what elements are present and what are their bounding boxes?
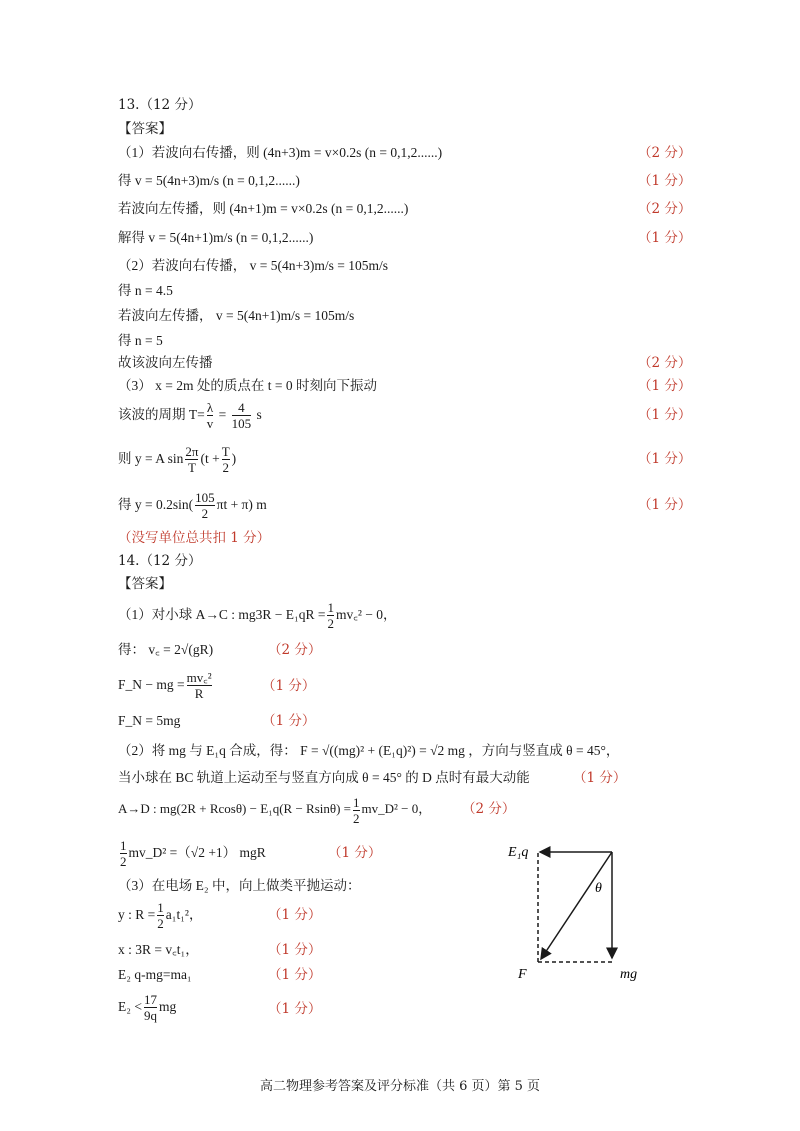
q14-line-11: x : 3R = v꜀t₁，: [118, 942, 199, 957]
q14-score-13: （1 分）: [268, 1001, 322, 1017]
q13-period-prefix: 该波的周期 T=: [118, 407, 205, 422]
q13-eq2-end: πt + π) m: [216, 497, 267, 512]
q14-line-8: [118, 836, 266, 870]
q13-line-3: 若波向左传播，则 (4n+1)m = v×0.2s (n = 0,1,2......): [118, 201, 409, 216]
q13-eq1-frac: [185, 444, 198, 475]
force-diagram: [500, 832, 660, 992]
frac-den: 105: [231, 416, 252, 432]
q13-eq2: 得 y = 0.2sin( $\frac{105}{2}$ πt + π) m: [118, 490, 267, 522]
q14-line-10: [118, 898, 202, 932]
q14-header: 14.（12 分）: [118, 553, 202, 569]
q14-line-9: （3）在电场 E₂ 中，向上做类平抛运动：: [118, 878, 361, 893]
frac-num: mv꜀²: [186, 670, 212, 686]
label-mg: mg: [620, 967, 638, 982]
q13-score-10: （1 分）: [638, 378, 692, 394]
q13-eq1-score: （1 分）: [638, 451, 692, 467]
q14-l3-frac: [187, 670, 212, 701]
q13-period-frac-l: [207, 400, 214, 431]
q13-score-2: （1 分）: [638, 173, 692, 189]
label-f: F: [518, 967, 527, 982]
q13-eq2-frac: [195, 490, 215, 521]
q14-l7-text: A→D : mg(2R + Rcosθ) − E₁q(R − Rsinθ) =: [118, 801, 352, 816]
q14-line-4: F_N = 5mg: [118, 713, 181, 728]
label-theta: θ: [595, 881, 602, 896]
q13-line-4: 解得 v = 5(4n+1)m/s (n = 0,1,2......): [118, 230, 314, 245]
q13-note: （没写单位总共扣 1 分）: [118, 530, 271, 546]
q14-l8-frac: [120, 838, 127, 869]
q13-header: 13.（12 分）: [118, 97, 202, 113]
q13-score-3: （2 分）: [638, 201, 692, 217]
page-footer: 高二物理参考答案及评分标准（共 6 页）第 5 页: [259, 1079, 541, 1094]
q14-line-1: [118, 598, 397, 632]
q13-period-frac-r: [232, 400, 252, 431]
q14-l1-frac: [327, 600, 334, 631]
q14-l1-text: （1）对小球 A→C : mg3R − E₁qR =: [118, 607, 326, 622]
q13-score-4: （1 分）: [638, 230, 692, 246]
q13-line-7: 若波向左传播， v = 5(4n+1)m/s = 105m/s: [118, 308, 355, 323]
label-e1q: E₁q: [508, 845, 529, 860]
q14-line-12: E₂ q-mg=ma₁: [118, 967, 192, 982]
q14-l7-frac: [353, 795, 360, 826]
frac-den: 2: [222, 460, 229, 476]
q14-line-3: [118, 668, 214, 702]
q13-period-line: 该波的周期 T= $\frac{\lambda}{v}$ = $\frac{4}{105}$ s: [118, 400, 262, 432]
resultant-f-arrow: [541, 852, 612, 959]
q13-answer-tag: 【答案】: [118, 121, 172, 137]
q13-line-1: （1）若波向右传播，则 (4n+3)m = v×0.2s (n = 0,1,2......): [118, 145, 443, 160]
q14-score-8: （1 分）: [328, 845, 382, 861]
q13-period-score: （1 分）: [638, 407, 692, 423]
q13-line-2: 得 v = 5(4n+3)m/s (n = 0,1,2......): [118, 173, 300, 188]
q14-line-7: [118, 792, 431, 826]
q14-l8-text: mv_D² =（√2 +1） mgR: [128, 845, 266, 860]
frac-den: v: [206, 416, 214, 432]
frac-den: 9q: [143, 1008, 157, 1024]
q14-l3-text: F_N − mg =: [118, 677, 185, 692]
q14-line-2: 得： v꜀ = 2√(gR): [118, 642, 214, 657]
q13-line-6: 得 n = 4.5: [118, 283, 173, 298]
q14-score-4: （1 分）: [262, 713, 316, 729]
frac-num: T: [221, 444, 230, 460]
frac-num: λ: [206, 400, 214, 416]
q14-l10-end: a₁t₁²，: [165, 907, 203, 922]
q14-l10-frac: [157, 900, 164, 931]
frac-den: 2: [120, 854, 127, 870]
frac-num: 1: [353, 794, 360, 810]
q14-score-6: （1 分）: [573, 770, 627, 786]
q13-line-5: （2）若波向右传播， v = 5(4n+3)m/s = 105m/s: [118, 258, 388, 273]
q14-score-2: （2 分）: [268, 642, 322, 658]
frac-den: T: [185, 459, 198, 475]
q14-l13-end: mg: [158, 999, 177, 1014]
q14-score-12: （1 分）: [268, 967, 322, 983]
frac-num: 1: [120, 838, 127, 854]
q14-line-5: （2）将 mg 与 E₁q 合成，得： F = √((mg)² + (E₁q)²) = √2 mg ，方向与竖直成 θ = 45°，: [118, 743, 620, 758]
q14-score-7: （2 分）: [462, 801, 516, 817]
q14-l1-end: mv꜀² − 0，: [335, 607, 397, 622]
q14-line-13: [118, 990, 176, 1024]
frac-num: 1: [327, 600, 334, 616]
frac-den: 2: [157, 916, 164, 932]
q13-eq1-prefix: 则 y = A sin: [118, 451, 184, 466]
q14-l13-text: E₂ <: [118, 999, 142, 1014]
frac-den: 2: [327, 616, 334, 632]
q13-eq2-score: （1 分）: [638, 497, 692, 513]
frac-num: 105: [195, 490, 215, 506]
q13-line-9: 故该波向左传播: [118, 355, 213, 371]
q14-score-11: （1 分）: [268, 942, 322, 958]
q13-eq1-frac2: [222, 444, 230, 475]
q14-line-6: 当小球在 BC 轨道上运动至与竖直方向成 θ = 45° 的 D 点时有最大动能: [118, 770, 530, 785]
frac-num: 1: [157, 900, 164, 916]
frac-num: 2π: [185, 444, 199, 460]
frac-den: 2: [353, 810, 360, 826]
q14-answer-tag: 【答案】: [118, 576, 172, 592]
q13-eq2-prefix: 得 y = 0.2sin: [118, 497, 189, 512]
q13-eq1: [118, 442, 236, 476]
q13-score-9: （2 分）: [638, 355, 692, 371]
q14-score-10: （1 分）: [268, 907, 322, 923]
frac-den: 2: [195, 505, 215, 521]
q13-eq1-end: ): [231, 451, 237, 466]
q13-line-10: （3） x = 2m 处的质点在 t = 0 时刻向下振动: [118, 378, 377, 393]
q14-l13-frac: [144, 992, 157, 1023]
frac-num: 4: [238, 400, 245, 416]
q14-l7-end: mv_D² − 0，: [361, 801, 432, 816]
q13-eq1-mid: (t +: [200, 451, 220, 466]
q13-period-unit: s: [256, 407, 262, 422]
q13-line-8: 得 n = 5: [118, 333, 163, 348]
frac-num: 17: [143, 992, 157, 1008]
q14-score-3: （1 分）: [262, 678, 316, 694]
frac-den: R: [187, 685, 212, 701]
q14-l10-text: y : R =: [118, 907, 156, 922]
q13-score-1: （2 分）: [638, 145, 692, 161]
